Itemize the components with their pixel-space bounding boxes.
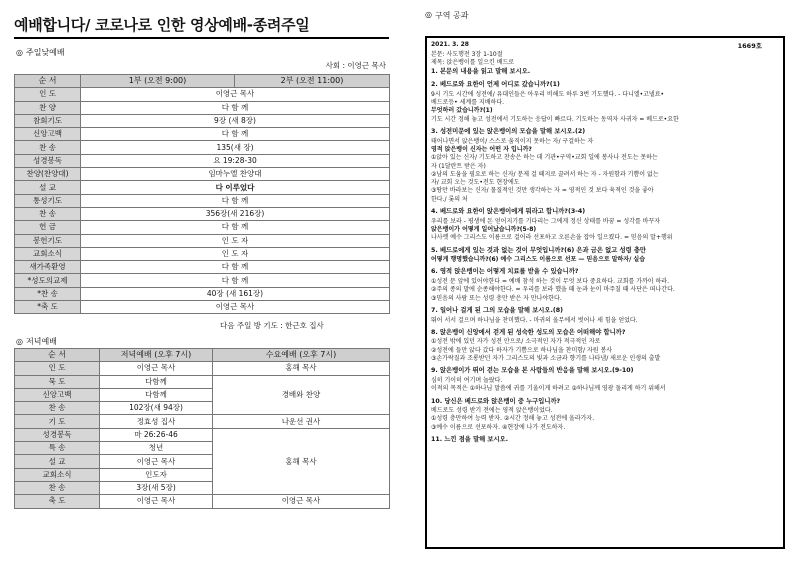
lesson-line: 영적 앉은뱅이 신자는 어떤 자 입니까? <box>431 145 532 153</box>
lesson-line: 한다./ 롯의 처 <box>431 195 468 203</box>
order-value: 다 이루었다 <box>81 181 390 194</box>
evening-value: 이영근 목사 <box>100 362 213 375</box>
table-header-row <box>15 349 390 362</box>
table-row <box>15 287 390 300</box>
column-header: 수요예배 (오후 7시) <box>213 349 390 362</box>
order-value: 40장 (새 161장) <box>81 287 390 300</box>
order-label: 신앙고백 <box>15 128 81 141</box>
lesson-line: ③손가락질과 조롱받던 자가 그리스도의 빛과 소금과 향기를 나타냄/ 새로운 인생의 출발 <box>431 355 661 362</box>
evening-order-table <box>14 348 390 509</box>
lesson-line: 제목: 앉은뱅이를 일으킨 베드로 <box>431 59 515 67</box>
morning-section-heading <box>16 47 65 58</box>
column-header: 저녁예배 (오후 7시) <box>100 349 213 362</box>
order-value: 다 함 께 <box>81 274 390 287</box>
lesson-line: ③땅만 바라보는 신자/ 물질적인 것만 생각하는 자 = 영적인 것 보다 육적인 것을 좋아 <box>431 187 654 195</box>
table-row <box>15 274 390 287</box>
order-label: 찬 송 <box>15 207 81 220</box>
lesson-line: ③믿음의 사람 또는 성령 충만 받은 자 만나야한다. <box>431 294 562 302</box>
lesson-line: ③예수 이름으로 선포하자. ④현장에 나가 전도하자. <box>431 423 566 431</box>
lesson-line: 무엇하러 갔습니까?(1) <box>431 107 493 115</box>
evening-value: 이영근 목사 <box>100 495 213 508</box>
evening-value: 다함께 <box>100 388 213 401</box>
issue-number: 1669호 <box>737 42 762 50</box>
table-row <box>15 234 390 247</box>
lesson-line: 9시 기도 시간에 성전에/ 유대인들은 아우리 비해도 하루 3번 기도했다. - 다니엘•고넬료• <box>431 90 665 98</box>
lesson-line: ②성전에 들만 앉다 갔다 하자가 기쁨으로 하나님을 찬미함/ 자원 봉사 <box>431 346 613 354</box>
order-label: *성도의교제 <box>15 274 81 287</box>
lesson-line: 베드로등• 세계를 지배하다. <box>431 99 505 107</box>
order-label: 설 교 <box>15 181 81 194</box>
order-label: 축 도 <box>15 495 100 508</box>
question-line: 10. 당신은 베드로와 앉은뱅이 중 누구입니까? <box>431 397 561 405</box>
lesson-line: 우리를 보라 - 평생에 돈 얻어지기를 기다리는 그에게 정신 상태를 바꿈 = 성각를 바꾸자 <box>431 217 661 225</box>
question-line: 2. 베드로와 요한이 언제 어디로 갔습니까?(1) <box>431 81 560 89</box>
order-value: 다 함 께 <box>81 194 390 207</box>
order-label: 찬 송 <box>15 402 100 415</box>
order-label: 성경봉독 <box>15 428 100 441</box>
order-label: 특 송 <box>15 442 100 455</box>
order-value: 인 도 자 <box>81 247 390 260</box>
order-label: 성경봉독 <box>15 154 81 167</box>
lesson-line: ①성령 충만하여 능력 받자. ②시간 정해 놓고 성전에 올라가자. <box>431 415 595 423</box>
order-label: 통성기도 <box>15 194 81 207</box>
table-header-row <box>15 75 390 88</box>
lesson-line: 앉은뱅이가 어떻게 일어났습니까?(5-8) <box>431 225 537 233</box>
order-value: 356장(새 216장) <box>81 207 390 220</box>
table-row <box>15 495 390 508</box>
table-row <box>15 428 390 441</box>
lesson-line: ①성전 밖에 있던 자가 성전 안으로/ 소극적인 자가 적극적인 자로 <box>431 338 601 346</box>
wednesday-value: 이영근 목사 <box>213 495 390 508</box>
evening-value: 3장(새 5장) <box>100 481 213 494</box>
evening-section-heading <box>16 336 57 347</box>
table-row <box>15 168 390 181</box>
order-value: 인 도 자 <box>81 234 390 247</box>
morning-section-label: 주일낮예배 <box>25 48 65 57</box>
column-header: 순 서 <box>15 75 81 88</box>
section-bullet-icon: ◎ <box>425 10 432 19</box>
evening-section-label: 저녁예배 <box>25 337 57 346</box>
order-label: 찬 송 <box>15 141 81 154</box>
question-line: 3. 성전미문에 있는 앉은뱅이의 모습을 말해 보시오.(2) <box>431 128 586 135</box>
order-label: 찬양(찬양대) <box>15 168 81 181</box>
lesson-line: 뛰어 서서 걸으며 하나님을 찬미했다. - 마귀의 올무에서 벗어나 새 힘을 얻었다. <box>431 316 638 324</box>
question-line: 9. 앉은뱅이가 뛰어 걷는 모습을 본 사람들의 반응을 말해 보시오.(9-10) <box>431 367 634 375</box>
lesson-line: 어떻게 행명했습니까?(6) 예수 그리스도 이름으로 선포 — 믿음으로 말하자/ 실습 <box>431 256 646 264</box>
question-line: 4. 베드로와 요한이 앉은뱅이에게 뭐라고 합니까?(3-4) <box>431 208 586 215</box>
lesson-section-label: 구역 공과 <box>434 11 469 20</box>
evening-value: 이영근 목사 <box>100 455 213 468</box>
question-line: 5. 베드로에게 있는 것과 없는 것이 무엇입니까?(6) 은과 금은 없고 성령 충만 <box>431 246 646 254</box>
wednesday-value: 홍해 목사 <box>213 362 390 375</box>
lesson-line: 심히 기이히 여기며 놀랐다. <box>431 376 503 384</box>
table-row <box>15 221 390 234</box>
order-label: 새가족환영 <box>15 261 81 274</box>
evening-value: 마 26:26-46 <box>100 428 213 441</box>
lesson-line: ①성전 문 앞에 있어야한다 = 예배 참석 하는 것이 무엇 보다 중요하다. 교회를 가까이 하라. <box>431 278 669 285</box>
order-label: 교회소식 <box>15 468 100 481</box>
evening-value: 인도자 <box>100 468 213 481</box>
question-line: 6. 영적 앉은뱅이는 어떻게 치료를 받을 수 있습니까? <box>431 268 579 276</box>
section-bullet-icon: ◎ <box>16 48 23 57</box>
morning-order-table <box>14 74 390 314</box>
order-label: 신앙고백 <box>15 388 100 401</box>
next-week-prayer: 다음 주일 방 기도 : 한근호 집사 <box>220 321 324 330</box>
evening-value: 청년 <box>100 442 213 455</box>
order-value: 다 함 께 <box>81 128 390 141</box>
order-value: 다 함 께 <box>81 101 390 114</box>
lesson-date: 2021. 3. 28 <box>431 41 469 48</box>
order-label: 기 도 <box>15 415 100 428</box>
table-row <box>15 114 390 127</box>
table-row <box>15 181 390 194</box>
order-label: 묵 도 <box>15 375 100 388</box>
order-label: 참회기도 <box>15 114 81 127</box>
lesson-line: 기도 시간 정해 놓고 성전에서 기도하는 응답이 빠르다. 기도하는 동역자 사귀자 = 베드로•요한 <box>431 115 679 123</box>
table-row <box>15 128 390 141</box>
table-row <box>15 101 390 114</box>
question-line: 11. 느낀 점을 말해 보시오. <box>431 436 509 443</box>
order-value: 다 함 께 <box>81 221 390 234</box>
table-row <box>15 261 390 274</box>
order-label: 인 도 <box>15 88 81 101</box>
lesson-line: 본문: 사도행전 3장 1-10절 <box>431 51 503 58</box>
evening-value: 102장(새 94장) <box>100 402 213 415</box>
table-row <box>15 207 390 220</box>
lesson-line: 자/ 교회 오는 것도•전도 현장에도 <box>431 179 520 187</box>
lesson-section-heading <box>425 10 468 21</box>
order-label: 찬 송 <box>15 481 100 494</box>
order-label: *축 도 <box>15 301 81 314</box>
presider-line: 사회 : 이영근 목사 <box>325 61 386 70</box>
right-page <box>400 0 800 566</box>
lesson-line: 나사렛 예수 그리스도 이름으로 걸어라 선포하고 오른손을 잡아 일으켰다. = 믿음의 말+행위 <box>431 234 673 242</box>
question-line: 1. 본문의 내용을 읽고 말해 보시오. <box>431 67 531 75</box>
wednesday-value: 경배와 찬양 <box>213 375 390 415</box>
question-line: 8. 앉은뱅이 신앙에서 걷게 된 성숙한 성도의 모습은 어떠해야 합니까? <box>431 328 626 336</box>
lesson-line: ②남의 도움을 필요로 하는 신자/ 문제 걸 떼지로 끌려서 하는 자 - 자원함과 기쁨이 없는 <box>431 170 659 178</box>
column-header: 2부 (오전 11:00) <box>235 75 390 88</box>
order-label: 설 교 <box>15 455 100 468</box>
lesson-line: ①앉아 있는 신자/ 기도하고 찬송은 하는 데 기관•구역•교회 일에 봉사나 전도는 못하는 <box>431 154 658 162</box>
evening-value: 다함께 <box>100 375 213 388</box>
wednesday-value: 홍해 목사 <box>213 428 390 494</box>
order-label: *찬 송 <box>15 287 81 300</box>
table-row <box>15 194 390 207</box>
wednesday-value: 나운선 권사 <box>213 415 390 428</box>
table-row <box>15 362 390 375</box>
lesson-line: 베드로도 성령 받기 전에는 영적 앉은뱅이었다. <box>431 407 553 415</box>
order-label: 헌 금 <box>15 221 81 234</box>
column-header: 순 서 <box>15 349 100 362</box>
lesson-line: 이적의 목적은 ①하나님 말씀에 귀를 기울이게 하려고 ②하나님께 영광 돌리게 하기 위해서 <box>431 385 666 393</box>
order-label: 교회소식 <box>15 247 81 260</box>
order-value: 다 함 께 <box>81 261 390 274</box>
title-underline <box>14 37 389 39</box>
order-label: 인 도 <box>15 362 100 375</box>
table-row <box>15 154 390 167</box>
order-value: 9장 (새 8장) <box>81 114 390 127</box>
page-title: 예배합니다/ 코로나로 인한 영상예배-종려주일 <box>14 16 310 34</box>
evening-value: 정효성 집사 <box>100 415 213 428</box>
order-label: 찬 양 <box>15 101 81 114</box>
table-row <box>15 88 390 101</box>
table-row <box>15 301 390 314</box>
order-value: 이영근 목사 <box>81 301 390 314</box>
lesson-line: ②주의 종의 말에 순종해야한다. = 우리를 보라 했을 때 눈과 눈이 마주칠 때 사단은 떠나간다. <box>431 286 675 294</box>
order-value: 이영근 목사 <box>81 88 390 101</box>
order-value: 임마누엘 찬양대 <box>81 168 390 181</box>
table-row <box>15 375 390 388</box>
table-row <box>15 415 390 428</box>
order-value: 135(새 장) <box>81 141 390 154</box>
order-value: 요 19:28-30 <box>81 154 390 167</box>
column-header: 1부 (오전 9:00) <box>81 75 235 88</box>
lesson-line: 태어나면서 앉은뱅이/ 스스로 움직이지 못하는 자/ 구걸하는 자 <box>431 137 594 145</box>
table-row <box>15 247 390 260</box>
table-row <box>15 141 390 154</box>
question-line: 7. 일어나 걸게 된 그의 모습을 말해 보시오.(8) <box>431 306 563 314</box>
lesson-line: 자 (1달란트 받은 자) <box>431 162 486 170</box>
section-bullet-icon: ◎ <box>16 337 23 346</box>
order-label: 봉헌기도 <box>15 234 81 247</box>
